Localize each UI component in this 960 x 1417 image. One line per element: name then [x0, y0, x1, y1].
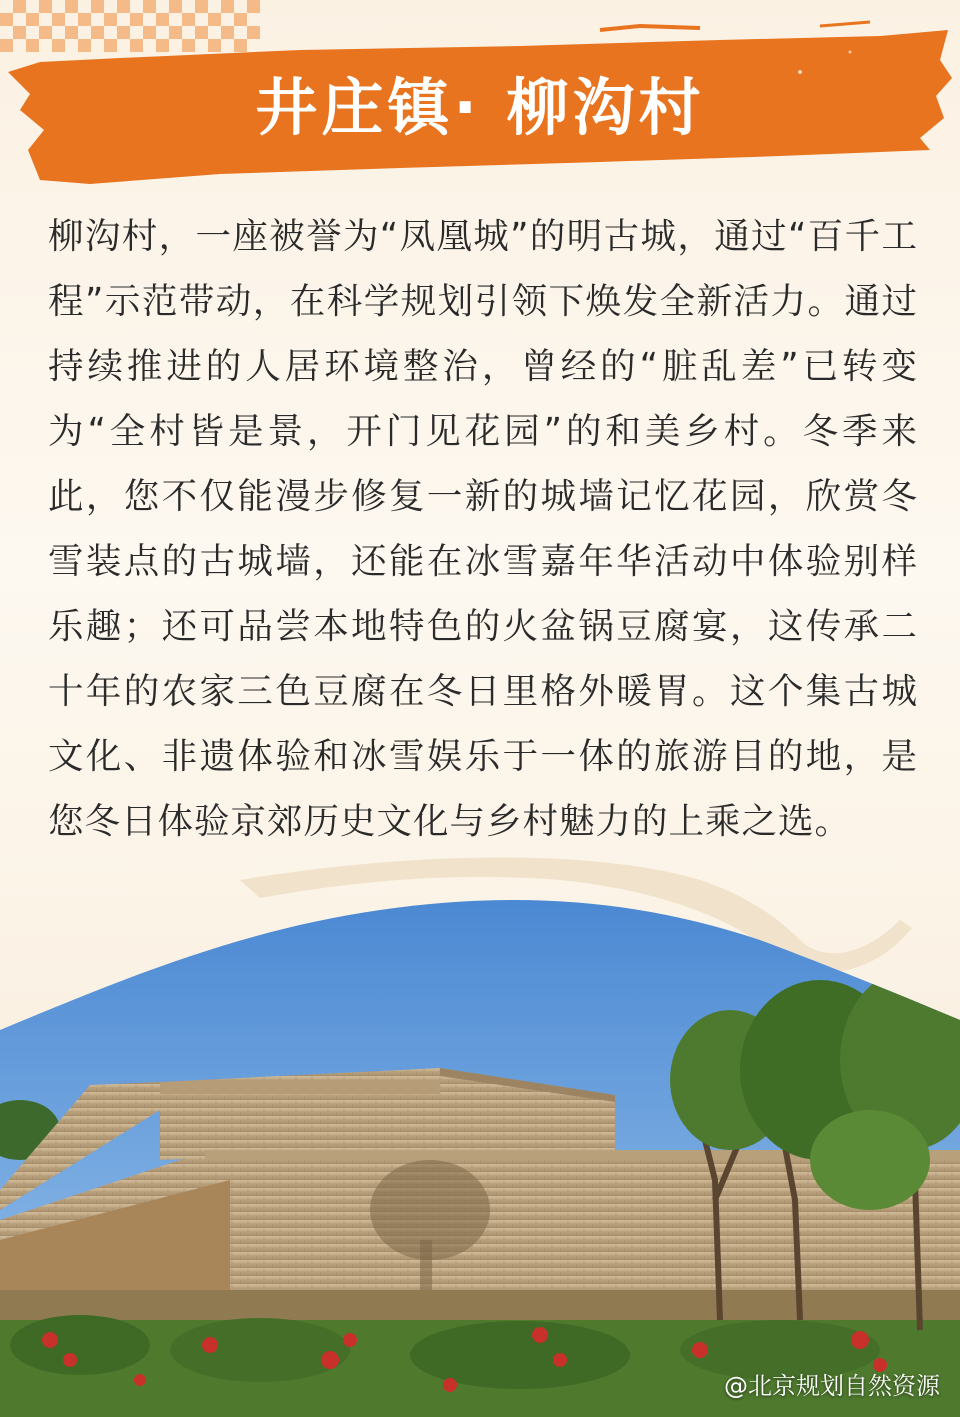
ancient-city-wall-photo	[0, 820, 960, 1417]
watermark: @北京规划自然资源	[724, 1372, 940, 1400]
page-title: 井庄镇· 柳沟村	[255, 71, 705, 144]
article-paragraph: 柳沟村，一座被誉为“凤凰城”的明古城，通过“百千工程”示范带动，在科学规划引领下焕发全新活力。通过持续推进的人居环境整治，曾经的“脏乱差”已转变为“全村皆是景，开门见花园”的和美乡村。冬季来此，您不仅能漫步修复一新的城墙记忆花园，欣赏冬雪装点的古城墙，还能在冰雪嘉年华活动中体验别样乐趣；还可品尝本地特色的火盆锅豆腐宴，这传承二十年的农家三色豆腐在冬日里格外暖胃。这个集古城文化、非遗体验和冰雪娱乐于一体的旅游目的地，是您冬日体验京郊历史文化与乡村魅力的上乘之选。	[48, 216, 918, 842]
